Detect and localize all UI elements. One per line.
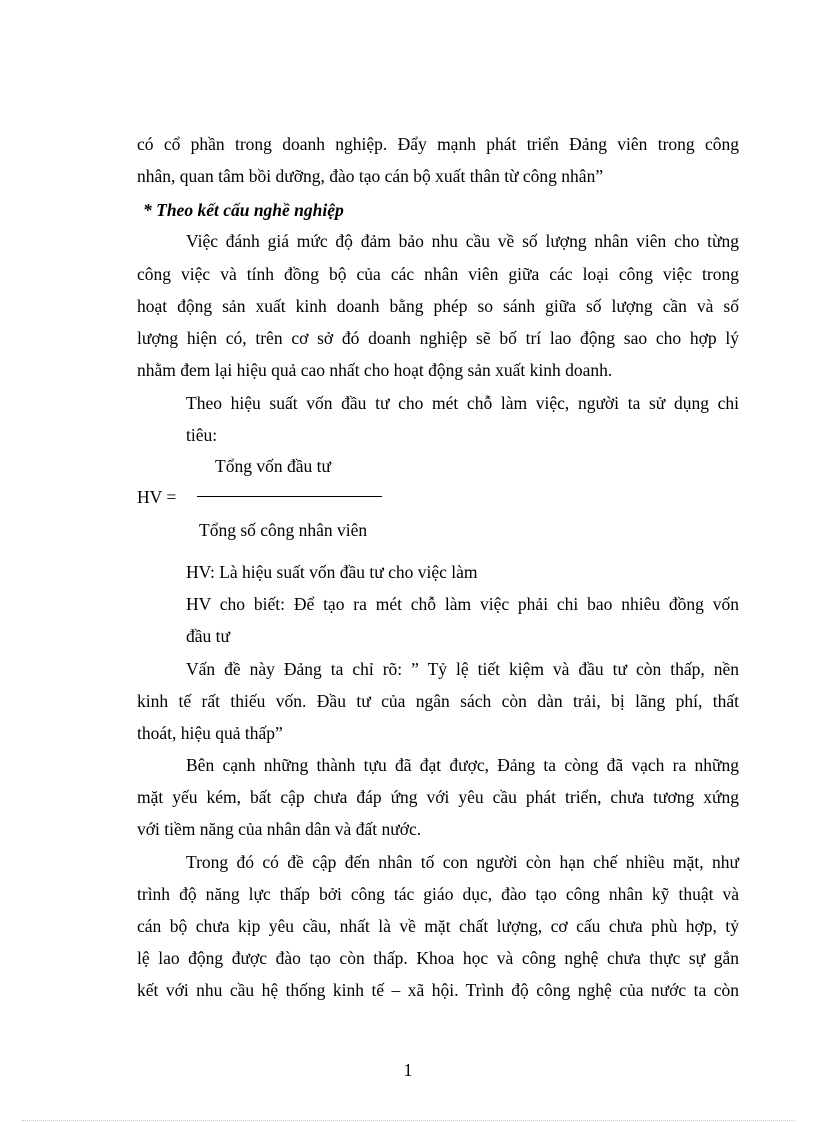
paragraph-line: trình độ năng lực thấp bởi công tác giáo dục, đào tạo công nhân kỹ thuật và: [137, 884, 739, 904]
page-bottom-divider: [22, 1120, 794, 1121]
paragraph-line: thoát, hiệu quả thấp”: [137, 723, 283, 743]
paragraph-line: Việc đánh giá mức độ đảm bảo nhu cầu về số lượng nhân viên cho từng: [186, 231, 739, 251]
paragraph-line: công việc và tính đồng bộ của các nhân viên giữa các loại công việc trong: [137, 264, 739, 284]
paragraph-line: tiêu:: [186, 425, 218, 445]
formula-fraction-bar: [197, 496, 382, 497]
paragraph-line: lượng hiện có, trên cơ sở đó doanh nghiệp sẽ bố trí lao động sao cho hợp lý: [137, 328, 739, 348]
paragraph-line: có cổ phần trong doanh nghiệp. Đẩy mạnh phát triển Đảng viên trong công: [137, 134, 739, 154]
formula-denominator: Tổng số công nhân viên: [199, 520, 368, 540]
paragraph-line: Theo hiệu suất vốn đầu tư cho mét chỗ làm việc, người ta sử dụng chi: [186, 393, 739, 413]
paragraph-line: HV: Là hiệu suất vốn đầu tư cho việc làm: [186, 562, 478, 582]
paragraph-line: với tiềm năng của nhân dân và đất nước.: [137, 819, 422, 839]
paragraph-line: Vấn đề này Đảng ta chỉ rõ: ” Tỷ lệ tiết kiệm và đầu tư còn thấp, nền: [186, 659, 739, 679]
paragraph-line: nhân, quan tâm bồi dưỡng, đào tạo cán bộ xuất thân từ công nhân”: [137, 166, 604, 186]
paragraph-line: mặt yếu kém, bất cập chưa đáp ứng với yêu cầu phát triển, chưa tương xứng: [137, 787, 739, 807]
section-heading: * Theo kết cấu nghề nghiệp: [143, 200, 344, 220]
paragraph-line: lệ lao động được đào tạo còn thấp. Khoa học và công nghệ chưa thực sự gắn: [137, 948, 739, 968]
paragraph-line: kết với nhu cầu hệ thống kinh tế – xã hội. Trình độ công nghệ của nước ta còn: [137, 980, 739, 1000]
paragraph-line: cán bộ chưa kịp yêu cầu, nhất là về mặt chất lượng, cơ cấu chưa phù hợp, tỷ: [137, 916, 739, 936]
paragraph-line: Trong đó có đề cập đến nhân tố con người còn hạn chế nhiều mặt, như: [186, 852, 739, 872]
paragraph-line: đầu tư: [186, 626, 230, 646]
formula-numerator: Tổng vốn đầu tư: [215, 456, 331, 476]
formula-lhs: HV =: [137, 487, 177, 507]
paragraph-line: kinh tế rất thiếu vốn. Đầu tư của ngân sách còn dàn trải, bị lãng phí, thất: [137, 691, 739, 711]
paragraph-line: Bên cạnh những thành tựu đã đạt được, Đảng ta còng đã vạch ra những: [186, 755, 739, 775]
paragraph-line: hoạt động sản xuất kinh doanh bằng phép so sánh giữa số lượng cần và số: [137, 296, 739, 316]
paragraph-line: nhằm đem lại hiệu quả cao nhất cho hoạt động sản xuất kinh doanh.: [137, 360, 613, 380]
page-number: 1: [403, 1060, 413, 1080]
paragraph-line: HV cho biết: Để tạo ra mét chỗ làm việc phải chi bao nhiêu đồng vốn: [186, 594, 739, 614]
